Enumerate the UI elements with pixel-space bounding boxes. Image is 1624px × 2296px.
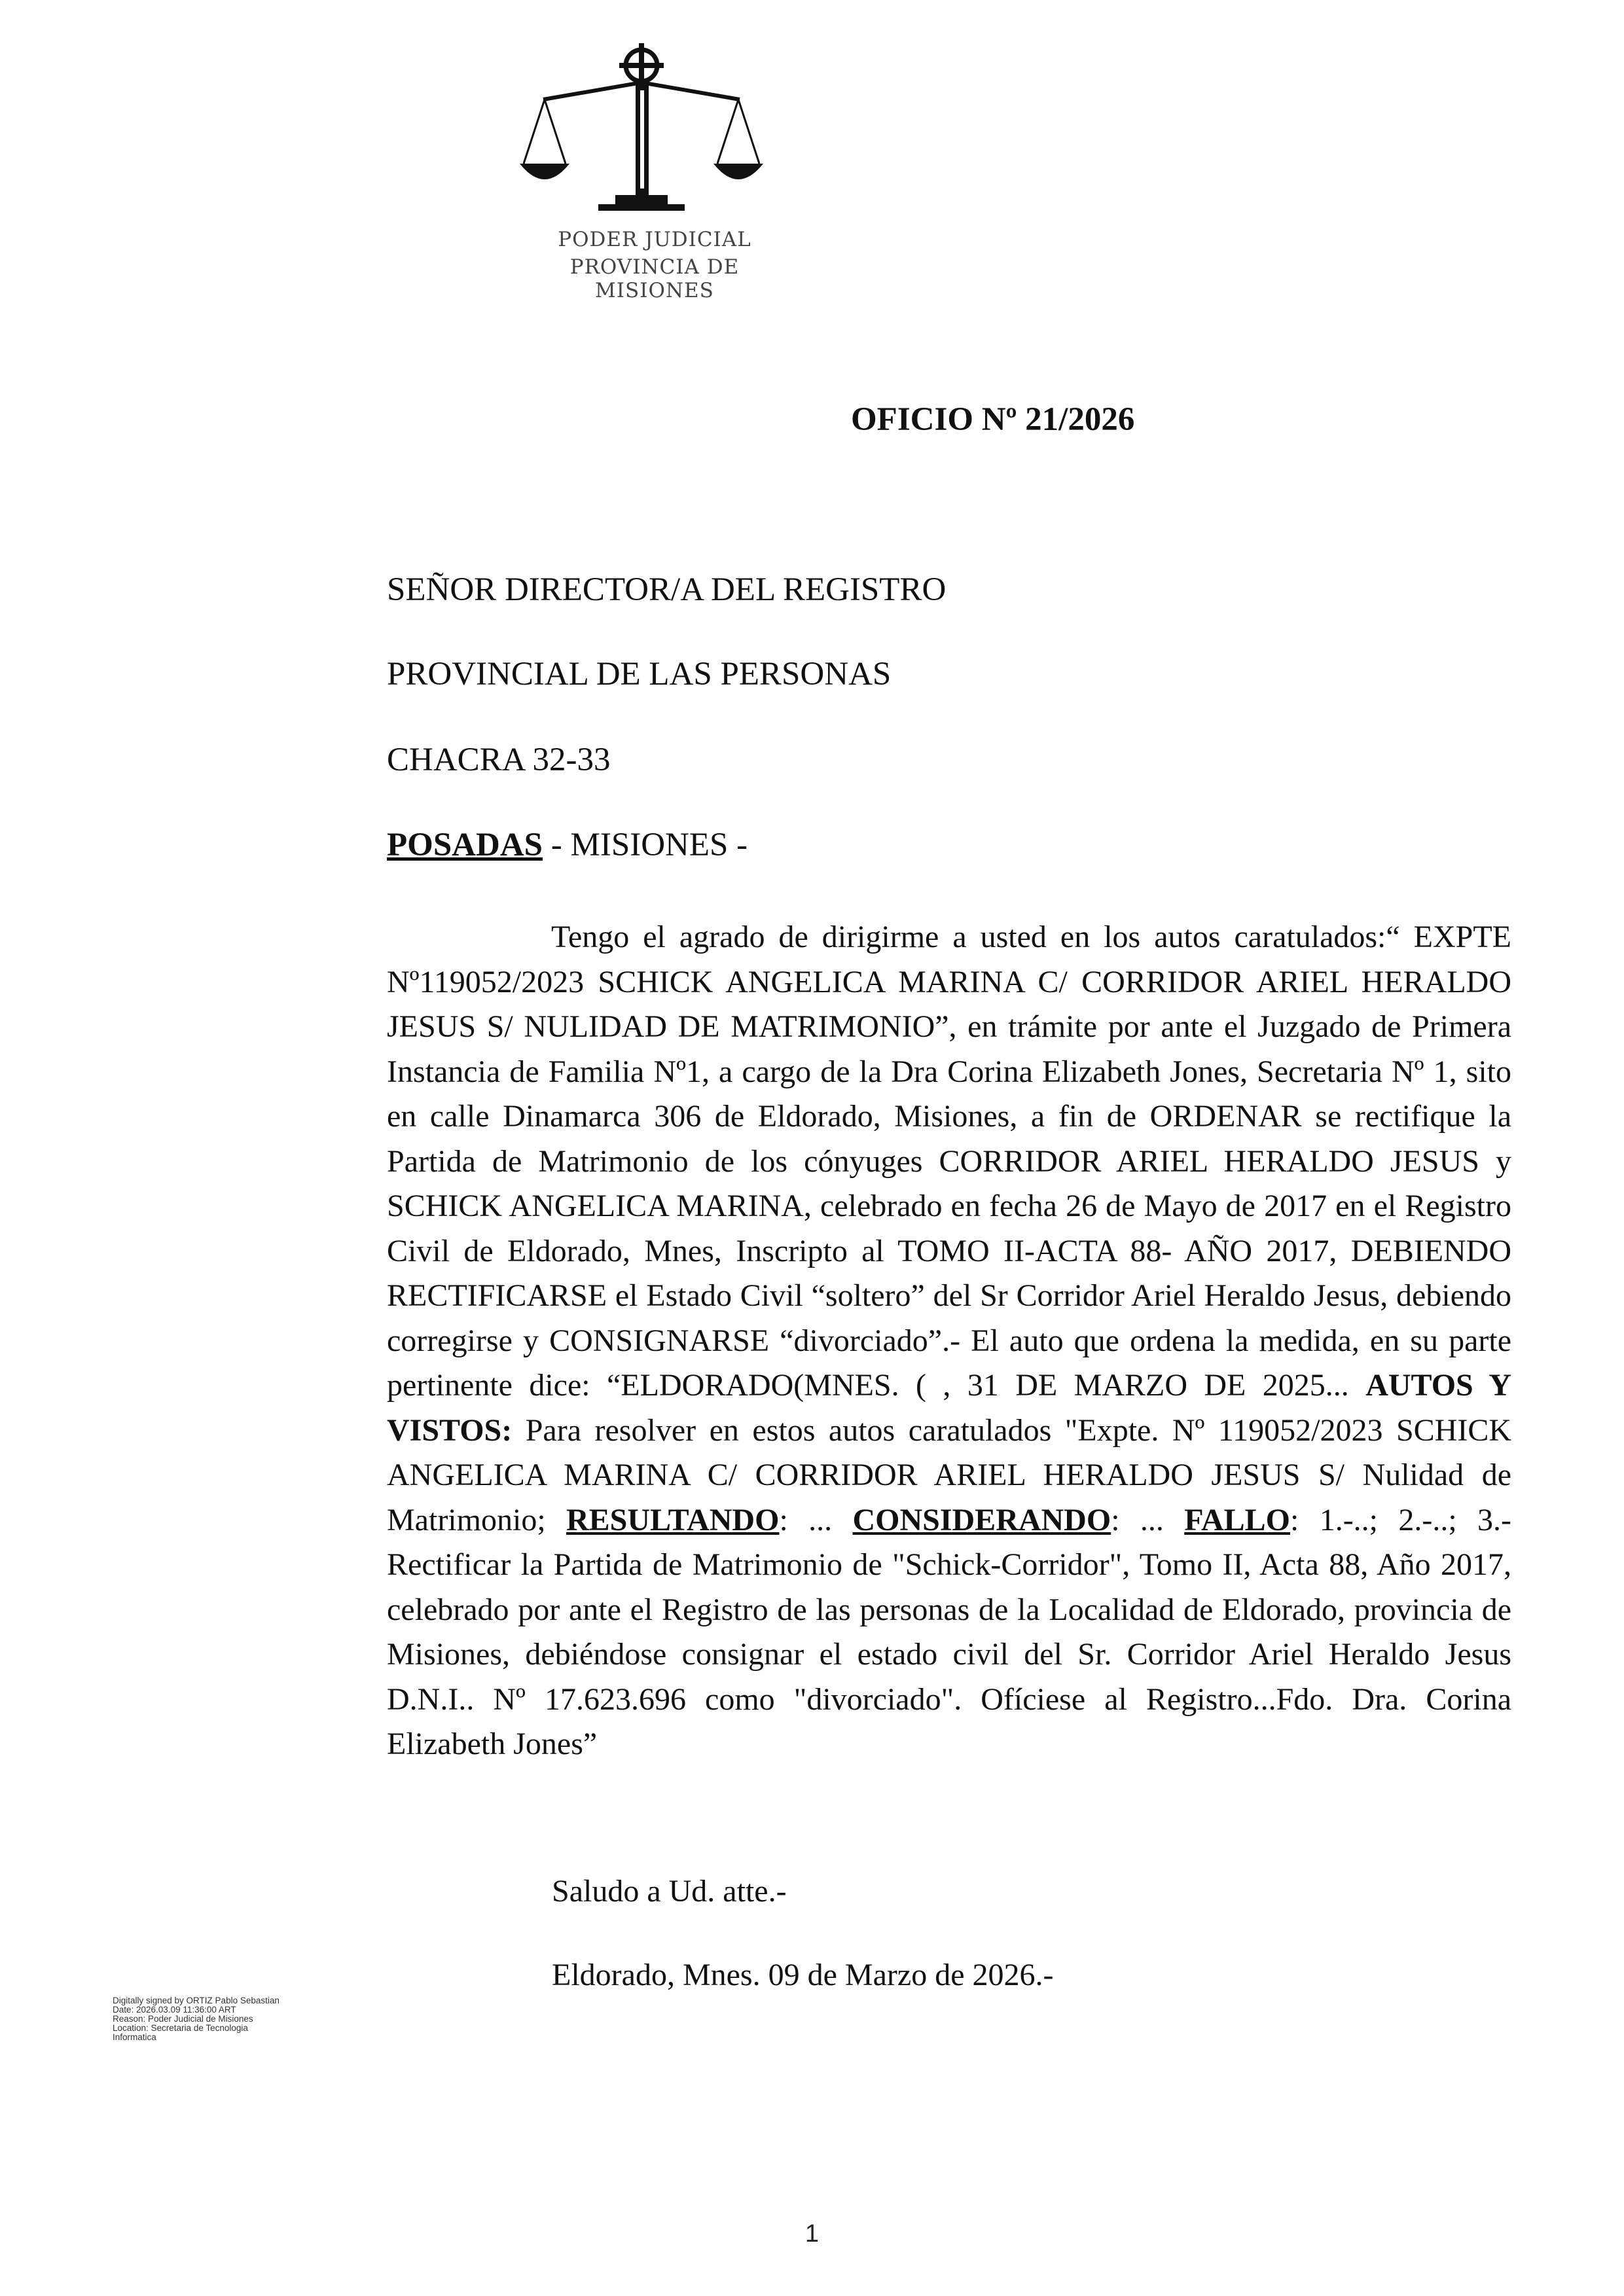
addressee-line-2: PROVINCIAL DE LAS PERSONAS	[387, 656, 892, 692]
closing-greeting: Saludo a Ud. atte.-	[552, 1874, 787, 1909]
autos-y-vistos-label: AUTOS Y VISTOS:	[387, 1368, 1512, 1448]
addressee-city-line	[387, 826, 748, 864]
scales-of-justice-icon	[517, 39, 792, 223]
resultando-label: RESULTANDO	[566, 1502, 780, 1537]
addressee-city: POSADAS	[387, 827, 543, 863]
closing-place-date: Eldorado, Mnes. 09 de Marzo de 2026.-	[552, 1958, 1054, 1992]
body-paragraph-2: Para resolver en estos autos caratulados "Expte. Nº 119052/2023 SCHICK ANGELICA MARINA C/ CORRIDOR ARIEL HERALDO JESUS S/ Nulidad de Matrimonio;	[387, 1412, 1512, 1537]
page-number: 1	[804, 2220, 820, 2248]
addressee-province: - MISIONES -	[543, 827, 748, 863]
body-paragraph-3: : 1.-..; 2.-..; 3.- Rectificar la Partida de Matrimonio de "Schick-Corridor", Tomo II, Acta 88, Año 2017, celebrado por ante el Registro de las personas de la Localidad de Eldorado, provincia de Misiones, debiéndose consignar el estado civil del Sr. Corridor Ariel Heraldo Jesus D.N.I.. Nº 17.623.696 como "divorciado". Ofíciese al Registro...Fdo. Dra. Corina Elizabeth Jones”	[387, 1502, 1512, 1761]
document-body	[387, 915, 1511, 1767]
addressee-line-1: SEÑOR DIRECTOR/A DEL REGISTRO	[387, 571, 947, 608]
addressee-line-3: CHACRA 32-33	[387, 742, 611, 778]
signature-line-5: Informatica	[113, 2032, 156, 2042]
signature-line-4: Location: Secretaria de Tecnologia	[113, 2023, 248, 2033]
fallo-label: FALLO	[1184, 1502, 1291, 1537]
considerando-label: CONSIDERANDO	[852, 1502, 1111, 1537]
institution-province: PROVINCIA DE MISIONES	[569, 255, 740, 302]
document-title: OFICIO Nº 21/2026	[851, 401, 1135, 438]
judicial-seal-logo	[517, 39, 792, 302]
body-paragraph-1: Tengo el agrado de dirigirme a usted en los autos caratulados:“ EXPTE Nº119052/2023 SCHICK ANGELICA MARINA C/ CORRIDOR ARIEL HERALDO JESUS S/ NULIDAD DE MATRIMONIO”, en trámite por ante el Juzgado de Primera Instancia de Familia Nº1, a cargo de la Dra Corina Elizabeth Jones, Secretaria Nº 1, sito en calle Dinamarca 306 de Eldorado, Misiones, a fin de ORDENAR se rectifique la Partida de Matrimonio de los cónyuges CORRIDOR ARIEL HERALDO JESUS y SCHICK ANGELICA MARINA, celebrado en fecha 26 de Mayo de 2017 en el Registro Civil de Eldorado, Mnes, Inscripto al TOMO II-ACTA 88- AÑO 2017, DEBIENDO RECTIFICARSE el Estado Civil “soltero” del Sr Corridor Ariel Heraldo Jesus, debiendo corregirse y CONSIGNARSE “divorciado”.- El auto que ordena la medida, en su parte pertinente dice: “ELDORADO(MNES. ( , 31 DE MARZO DE 2025...	[387, 920, 1511, 1403]
separator-2: : ...	[1111, 1502, 1164, 1537]
institution-name: PODER JUDICIAL	[558, 228, 751, 251]
separator-1: : ...	[779, 1502, 833, 1537]
digital-signature-block	[113, 1996, 348, 2042]
signature-line-2: Date: 2026.03.09 11:36:00 ART	[113, 2005, 236, 2015]
signature-line-1: Digitally signed by ORTIZ Pablo Sebastian	[113, 1996, 280, 2005]
signature-line-3: Reason: Poder Judicial de Misiones	[113, 2014, 253, 2024]
